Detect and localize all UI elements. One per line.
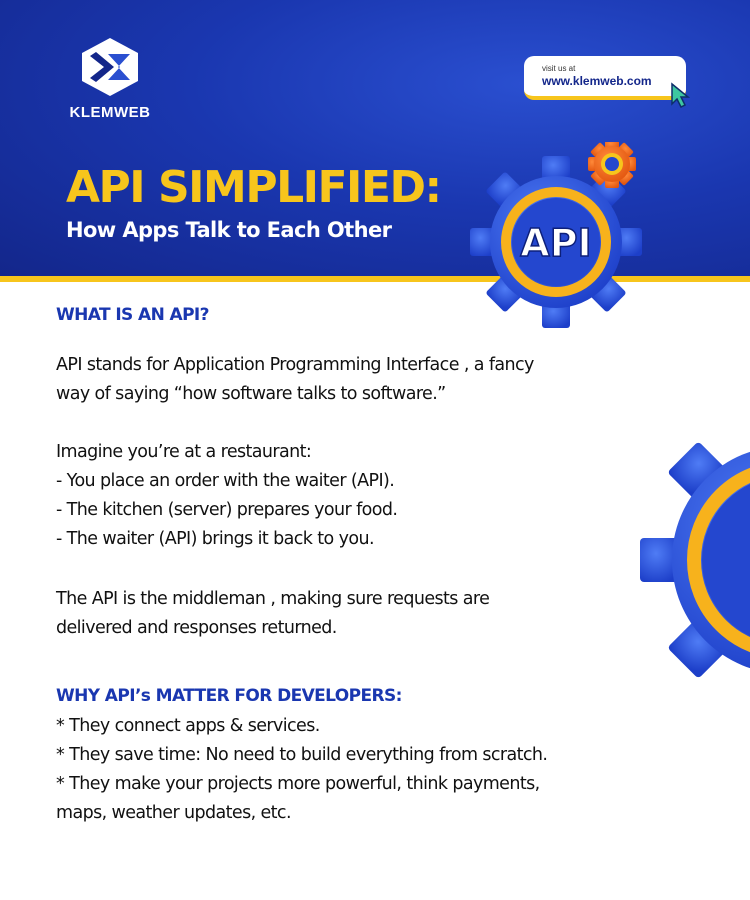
section-heading-what-is-api: WHAT IS AN API? bbox=[56, 305, 209, 325]
benefit-line: * They make your projects more powerful, think payments, bbox=[56, 774, 540, 794]
analogy-line: - The waiter (API) brings it back to you. bbox=[56, 529, 374, 549]
analogy-line: - The kitchen (server) prepares your food. bbox=[56, 500, 398, 520]
section-heading-why-apis-matter: WHY API’s MATTER FOR DEVELOPERS: bbox=[56, 686, 402, 706]
visit-url: www.klemweb.com bbox=[542, 74, 652, 88]
intro-line: way of saying “how software talks to software.” bbox=[56, 384, 446, 404]
api-gear-label: API bbox=[520, 221, 592, 265]
page-title: API SIMPLIFIED: bbox=[66, 162, 441, 213]
page-subtitle: How Apps Talk to Each Other bbox=[66, 218, 392, 242]
benefit-line: maps, weather updates, etc. bbox=[56, 803, 291, 823]
summary-line: The API is the middleman , making sure requests are bbox=[56, 589, 490, 609]
intro-line: API stands for Application Programming Interface , a fancy bbox=[56, 355, 534, 375]
brand-logo[interactable] bbox=[62, 36, 158, 121]
benefit-line: * They connect apps & services. bbox=[56, 716, 320, 736]
cursor-arrow-icon bbox=[670, 82, 692, 108]
api-gear-icon bbox=[468, 142, 658, 332]
visit-website-link[interactable] bbox=[524, 56, 686, 100]
analogy-line: - You place an order with the waiter (API). bbox=[56, 471, 395, 491]
decorative-gear-icon bbox=[636, 410, 750, 710]
analogy-line: Imagine you’re at a restaurant: bbox=[56, 442, 312, 462]
brand-name: KLEMWEB bbox=[69, 104, 151, 121]
visit-label: visit us at bbox=[542, 64, 576, 73]
benefit-line: * They save time: No need to build everything from scratch. bbox=[56, 745, 548, 765]
klemweb-logo-icon bbox=[78, 36, 142, 98]
summary-line: delivered and responses returned. bbox=[56, 618, 337, 638]
